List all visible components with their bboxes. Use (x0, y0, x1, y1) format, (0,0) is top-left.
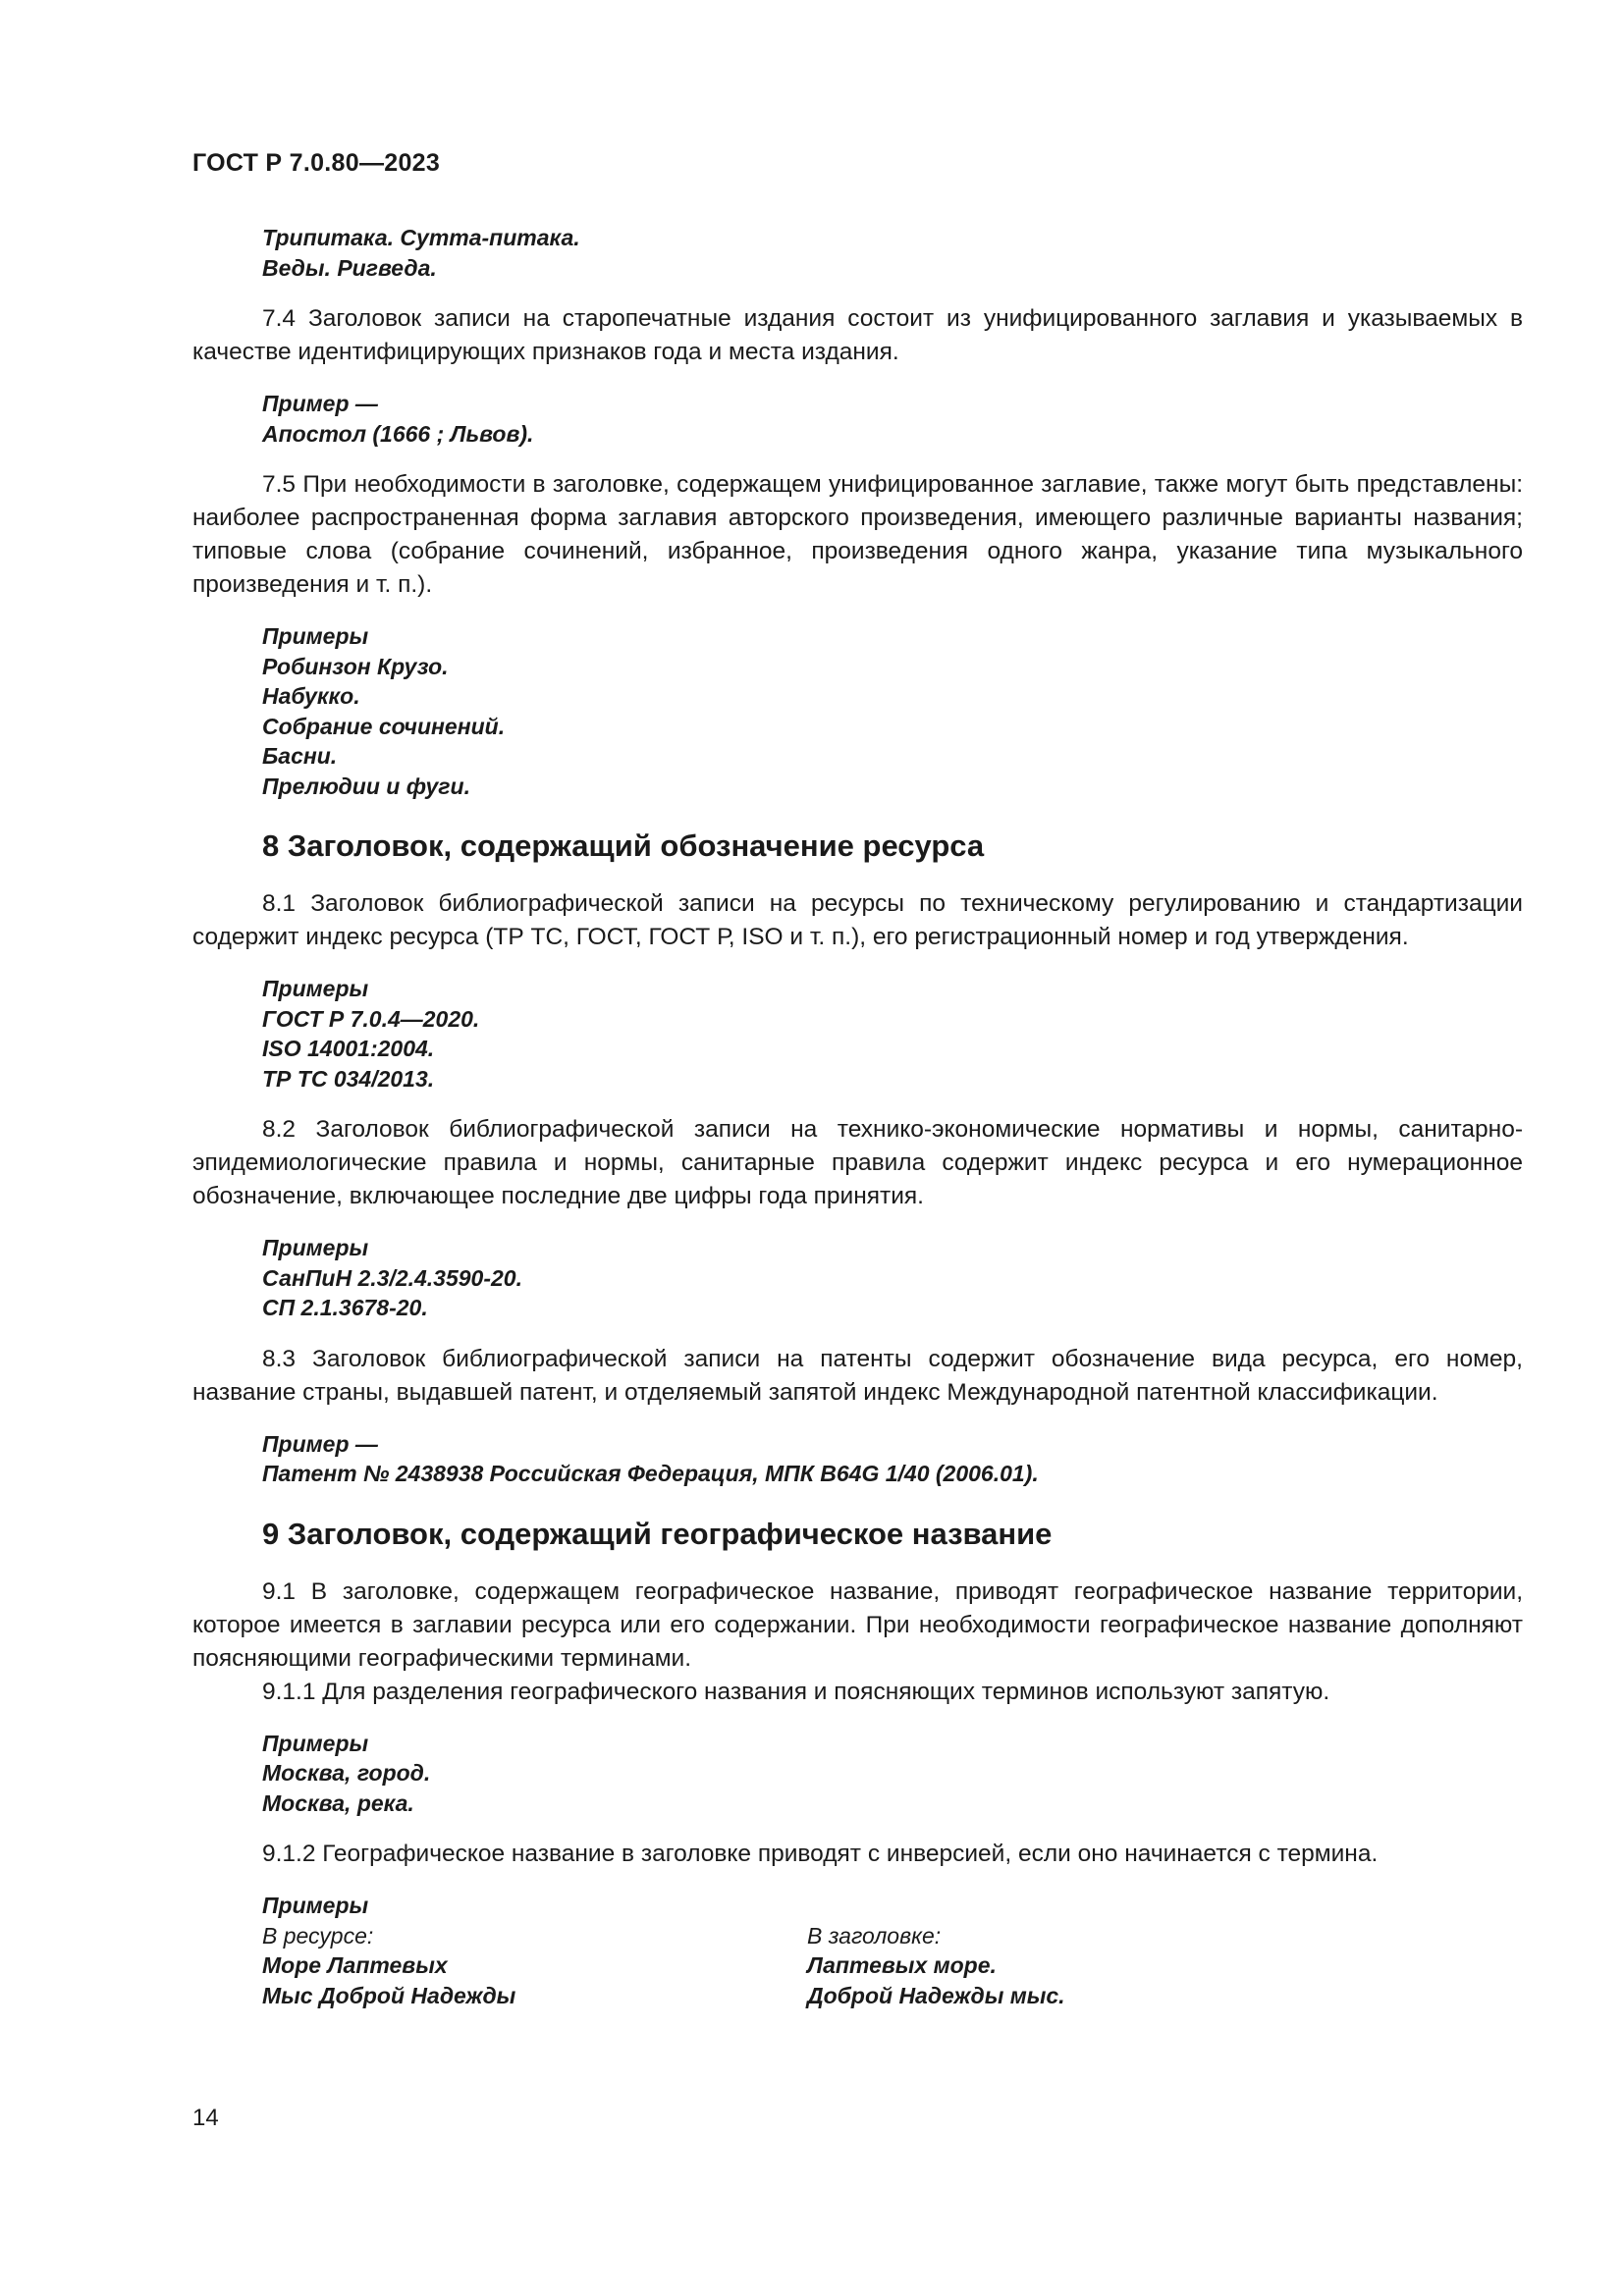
examples-7-5 (262, 621, 1523, 801)
example-line: СанПиН 2.3/2.4.3590-20. (262, 1264, 522, 1291)
examples-8-2 (262, 1233, 1523, 1323)
section-9-heading: 9 Заголовок, содержащий географическое название (262, 1516, 1053, 1551)
example-line: Апостол (1666 ; Львов). (262, 420, 534, 447)
example-line: Веды. Ригведа. (262, 254, 437, 281)
example-line: ТР ТС 034/2013. (262, 1065, 435, 1092)
column-label-in-resource: В ресурсе: (262, 1922, 374, 1949)
example-line: Москва, город. (262, 1760, 431, 1786)
example-line: Басни. (262, 743, 338, 769)
example-line: Робинзон Крузо. (262, 653, 449, 679)
example-line: Прелюдии и фуги. (262, 773, 470, 799)
intro-examples (262, 223, 1523, 283)
document-header-code: ГОСТ Р 7.0.80—2023 (192, 149, 441, 177)
paragraph-8-3: 8.3 Заголовок библиографической записи на патенты содержит обозначение вида ресурса, его номер, название страны, выдавшей патент, и отделяемый запятой индекс Международной патентной классификации. (192, 1345, 1523, 1406)
example-label: Примеры (262, 1235, 369, 1260)
paragraph-7-4: 7.4 Заголовок записи на старопечатные издания состоит из унифицированного заглавия и указываемых в качестве идентифицирующих признаков года и места издания. (192, 305, 1523, 365)
example-label: Примеры (262, 623, 369, 649)
page-content (192, 224, 1523, 2010)
example-label: Пример — (262, 1430, 378, 1457)
example-line: ISO 14001:2004. (262, 1036, 435, 1061)
example-label: Примеры (262, 976, 369, 1001)
example-line: Море Лаптевых (262, 1952, 448, 1978)
examples-8-1 (262, 974, 1523, 1094)
example-line: Москва, река. (262, 1789, 414, 1816)
example-line: Трипитака. Сутта-питака. (262, 225, 580, 250)
example-label: Примеры (262, 1730, 369, 1756)
paragraph-9-1: 9.1 В заголовке, содержащем географическое название, приводят географическое название территории, которое имеется в заглавии ресурса или его содержании. При необходимости географическое название дополняют поясняющими географическими терминами. (192, 1577, 1523, 1672)
example-line: Собрание сочинений. (262, 713, 506, 739)
paragraph-8-1: 8.1 Заголовок библиографической записи на ресурсы по техническому регулированию и стандартизации содержит индекс ресурса (ТР ТС, ГОСТ, ГОСТ Р, ISO и т. п.), его регистрационный номер и год утверждения. (192, 890, 1523, 950)
examples-9-1-1 (262, 1729, 1523, 1819)
examples-8-3 (262, 1429, 1523, 1489)
example-line: Патент № 2438938 Российская Федерация, МПК B64G 1/40 (2006.01). (262, 1461, 1039, 1486)
page-number: 14 (192, 2105, 219, 2131)
example-line: ГОСТ Р 7.0.4—2020. (262, 1005, 480, 1032)
example-line: Лаптевых море. (807, 1952, 997, 1978)
example-line: Доброй Надежды мыс. (807, 1982, 1065, 2008)
column-label-in-heading: В заголовке: (807, 1922, 942, 1949)
example-line: Набукко. (262, 683, 360, 709)
paragraph-7-5: 7.5 При необходимости в заголовке, содержащем унифицированное заглавие, также могут быть представлены: наиболее распространенная форма заглавия авторского произведения, имеющего различные варианты названия; типовые слова (собрание сочинений, избранное, произведения одного жанра, указание типа музыкального произведения и т. п.). (192, 471, 1523, 598)
examples-7-4 (262, 389, 1523, 449)
column-in-resource (262, 1921, 807, 2011)
paragraph-8-2: 8.2 Заголовок библиографической записи на технико-экономические нормативы и нормы, санитарно-эпидемиологические правила и нормы, санитарные правила содержит индекс ресурса и его нумерационное обозначение, включающее последние две цифры года принятия. (192, 1116, 1523, 1209)
section-8-heading: 8 Заголовок, содержащий обозначение ресурса (262, 828, 985, 863)
column-in-heading (807, 1921, 1065, 2011)
example-label: Пример — (262, 391, 378, 416)
examples-columns (262, 1921, 1523, 2011)
example-line: СП 2.1.3678-20. (262, 1295, 428, 1320)
example-line: Мыс Доброй Надежды (262, 1982, 516, 2008)
example-label: Примеры (262, 1893, 369, 1918)
paragraph-9-1-1: 9.1.1 Для разделения географического названия и поясняющих терминов используют запятую. (262, 1678, 1330, 1705)
paragraph-9-1-2: 9.1.2 Географическое название в заголовке приводят с инверсией, если оно начинается с термина. (262, 1841, 1379, 1867)
examples-9-1-2 (262, 1891, 1523, 2010)
